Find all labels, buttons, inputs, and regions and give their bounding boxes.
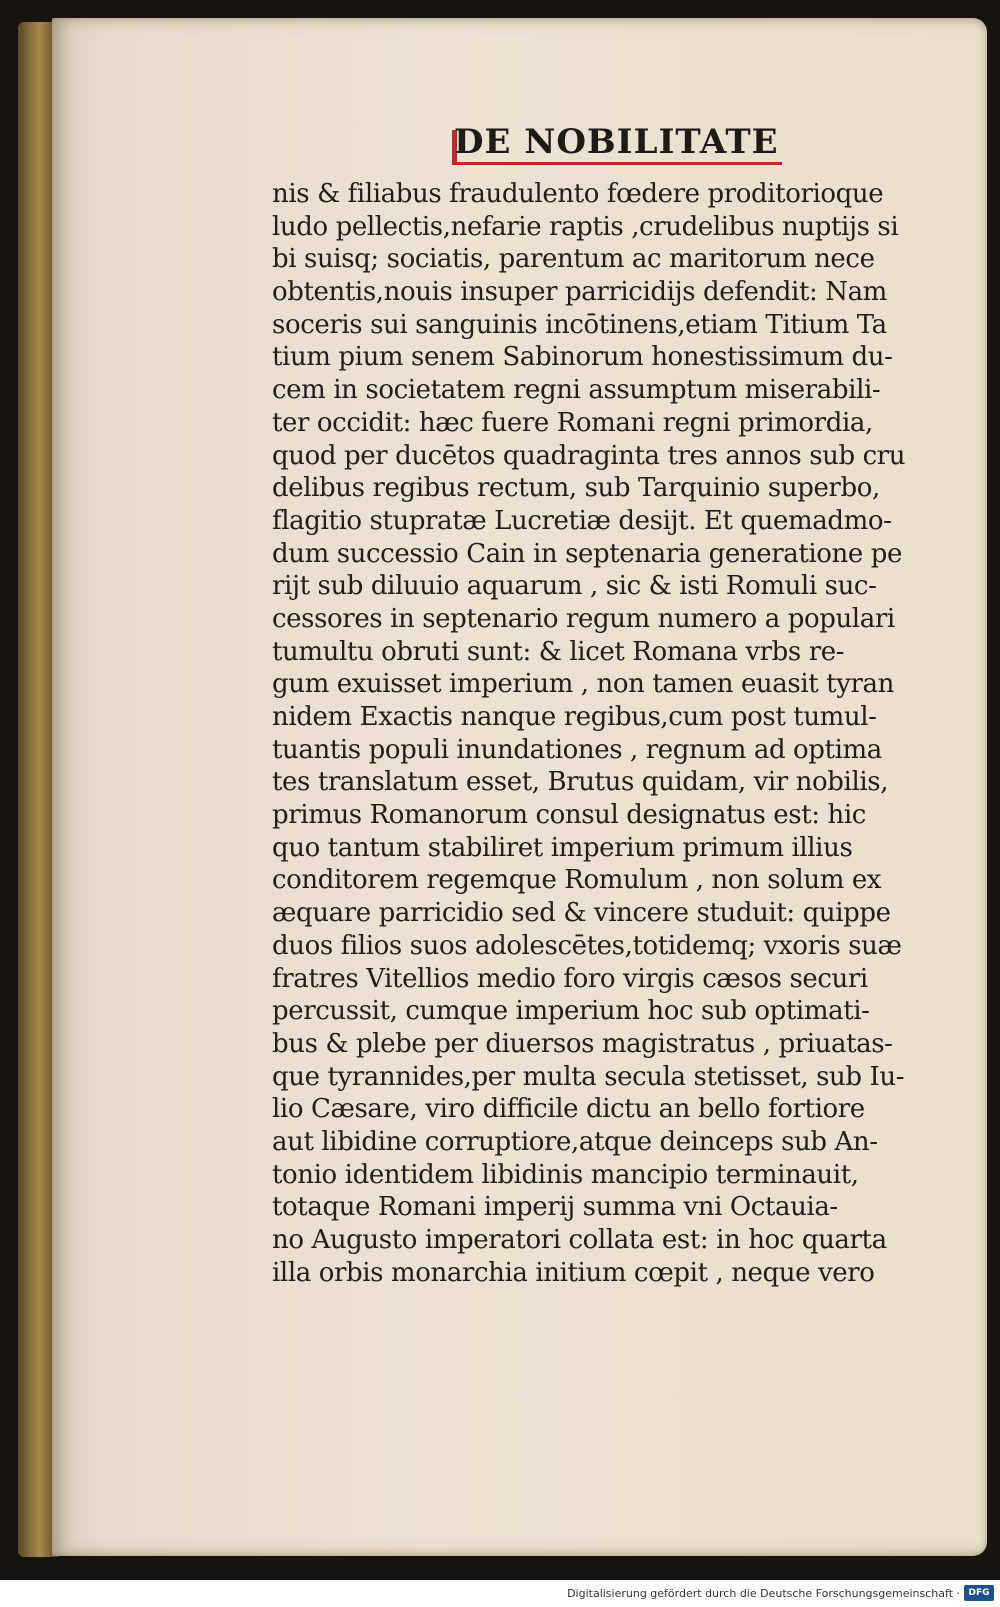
text-line: obtentis,nouis insuper parricidijs defendit: Nam [272, 277, 887, 308]
text-block [272, 178, 952, 1289]
text-line: æquare parricidio sed & vincere studuit: quippe [272, 898, 891, 929]
text-line: bi suisq; sociatis, parentum ac maritorum nece [272, 244, 875, 275]
text-line: cessores in septenario regum numero a populari [272, 603, 895, 634]
text-line: dum successio Cain in septenaria generatione pe [272, 538, 902, 569]
text-line: que tyrannides,per multa secula stetisset, sub Iu- [272, 1061, 905, 1092]
text-line: duos filios suos adolescētes,totidemq; vxoris suæ [272, 930, 902, 961]
text-line: nidem Exactis nanque regibus,cum post tumul- [272, 702, 877, 732]
text-line: delibus regibus rectum, sub Tarquinio superbo, [272, 473, 880, 504]
text-line: bus & plebe per diuersos magistratus , priuatas- [272, 1028, 893, 1059]
header-underline [452, 162, 782, 165]
text-line: lio Cæsare, viro difficile dictu an bello fortiore [272, 1094, 865, 1125]
text-line: conditorem regemque Romulum , non solum ex [272, 865, 882, 896]
text-line: flagitio stupratæ Lucretiæ desijt. Et quemadmo- [272, 505, 892, 536]
text-line: tium pium senem Sabinorum honestissimum du- [272, 342, 893, 373]
text-line: gum exuisset imperium , non tamen euasit tyran [272, 669, 894, 700]
text-line: tuantis populi inundationes , regnum ad optima [272, 734, 882, 765]
text-line: ter occidit: hæc fuere Romani regni primordia, [272, 407, 873, 438]
text-line: quo tantum stabiliret imperium primum illius [272, 832, 853, 863]
text-line: totaque Romani imperij summa vni Octauia- [272, 1192, 838, 1223]
text-line: fratres Vitellios medio foro virgis cæsos securi [272, 963, 868, 994]
dfg-logo-icon: DFG [964, 1585, 994, 1601]
text-line: primus Romanorum consul designatus est: hic [272, 800, 866, 831]
running-header: DE NOBILITATE [454, 122, 779, 162]
text-line: illa orbis monarchia initium cœpit , neque vero [272, 1257, 875, 1288]
text-line: aut libidine corruptiore,atque deinceps sub An- [272, 1126, 878, 1157]
text-line: no Augusto imperatori collata est: in hoc quarta [272, 1225, 887, 1255]
text-line: quod per ducētos quadraginta tres annos sub cru [272, 440, 906, 471]
footer-credit: Digitalisierung gefördert durch die Deutsche Forschungsgemeinschaft · [567, 1587, 960, 1600]
text-line: tonio identidem libidinis mancipio terminauit, [272, 1159, 859, 1190]
footer-bar [0, 1580, 1000, 1607]
text-line: nis & filiabus fraudulento fœdere proditorioque [272, 179, 884, 209]
text-line: rijt sub diluuio aquarum , sic & isti Romuli suc- [272, 571, 877, 602]
text-line: cem in societatem regni assumptum miserabili- [272, 375, 881, 406]
text-line: tumultu obruti sunt: & licet Romana vrbs re- [272, 636, 845, 667]
text-line: ludo pellectis,nefarie raptis ,crudelibus nuptijs si [272, 211, 899, 242]
text-line: percussit, cumque imperium hoc sub optimati- [272, 996, 870, 1027]
text-line: tes translatum esset, Brutus quidam, vir nobilis, [272, 767, 889, 798]
text-line: soceris sui sanguinis incōtinens,etiam Titium Ta [272, 309, 887, 340]
